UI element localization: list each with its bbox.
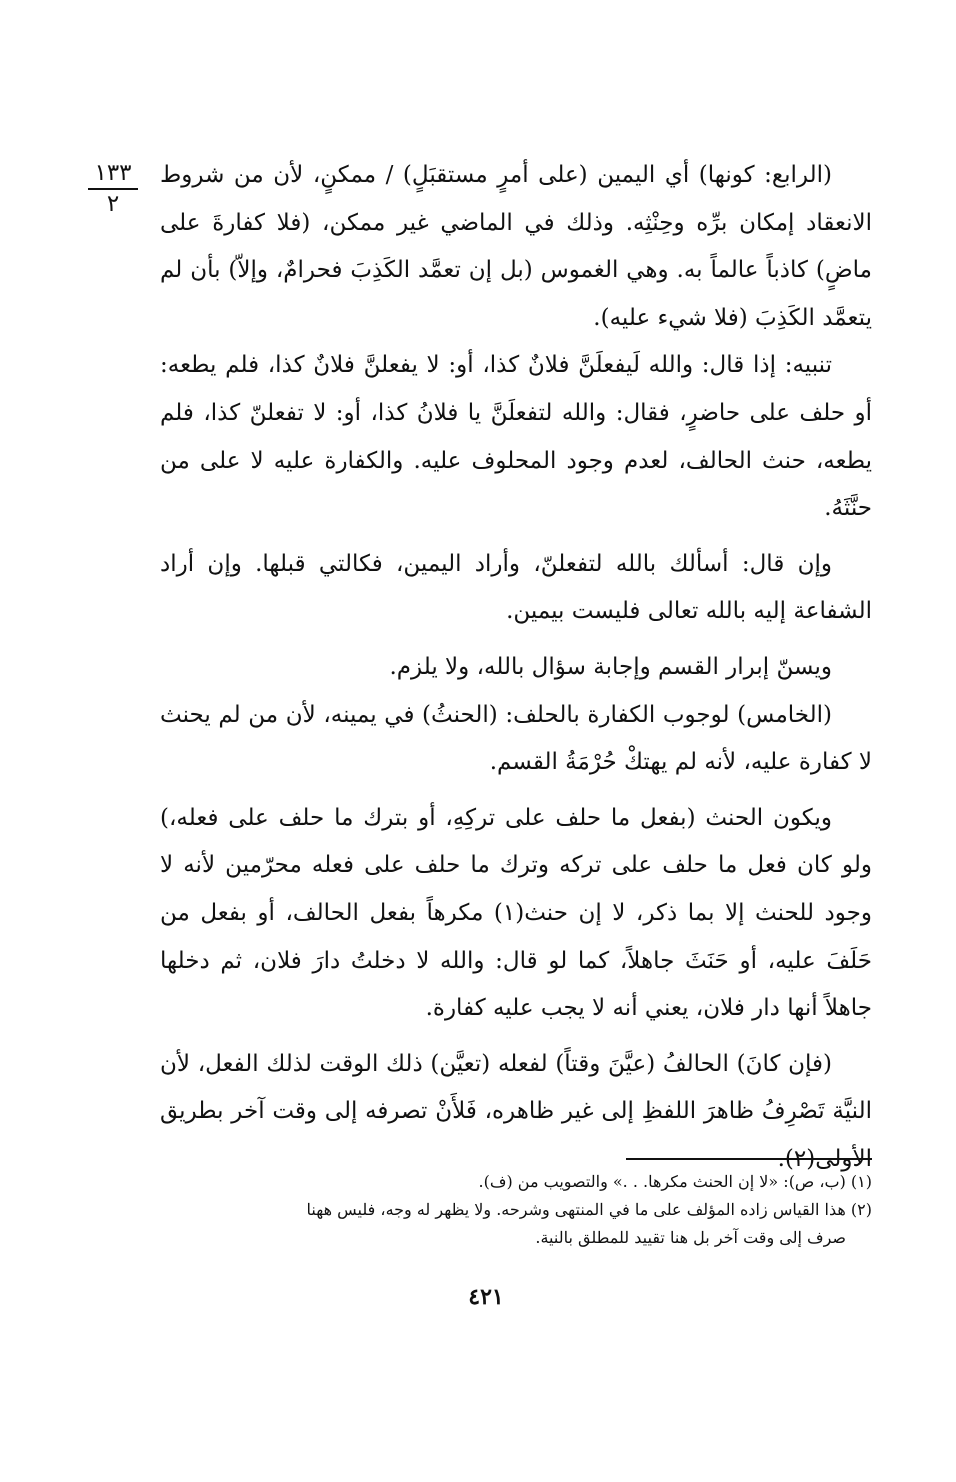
paragraph-fulfilling-oath: ويسنّ إبرار القسم وإجابة سؤال بالله، ولا يلزم. — [389, 653, 832, 680]
footnote-1: (١) (ب، ص): «لا إن الحنث مكرها. . .» والتصويب من (ف). — [478, 1172, 872, 1191]
margin-ref-denominator: ٢ — [106, 191, 120, 217]
margin-ref-numerator: ١٣٣ — [88, 160, 138, 190]
paragraph-fifth-condition: (الخامس) لوجوب الكفارة بالحلف: (الحنثُ) في يمينه، لأن من لم يحنث لا كفارة عليه، لأنه لم يهتكْ حُرْمَةُ القسم. — [160, 701, 872, 776]
margin-page-reference — [88, 160, 138, 217]
footnotes — [160, 1168, 872, 1252]
footnote-2-continuation: صرف إلى وقت آخر بل هنا تقييد للمطلق بالنية. — [535, 1228, 846, 1247]
paragraph-specified-time: (فإن كانَ) الحالفُ (عيَّنَ وقتاً) لفعله (تعيَّن) ذلك الوقت لذلك الفعل، لأن النيَّة تَصْرِفُ ظاهرَ اللفظِ إلى غير ظاهره، فَلأَنْ تصرفه إلى وقت آخر بطريق الأولى(٢). — [160, 1050, 872, 1172]
page-number: ٤٢١ — [468, 1284, 504, 1310]
main-text — [160, 152, 872, 1183]
footnote-divider — [626, 1158, 872, 1160]
paragraph-asking-by-god: وإن قال: أسألك بالله لتفعلنّ، وأراد اليمين، فكالتي قبلها. وإن أراد الشفاعة إليه بالله تعالى فليست بيمين. — [160, 550, 872, 625]
paragraph-fourth-condition: (الرابع: كونها) أي اليمين (على أمرٍ مستقبَلٍ) / ممكنٍ، لأن من شروط الانعقاد إمكان برِّه وحِنْثِه. وذلك في الماضي غير ممكن، (فلا كفارةَ على ماضٍ) كاذباً عالماً به. وهي الغموس (بل إن تعمَّد الكَذِبَ فحرامٌ، وإلاّ) بأن لم يتعمَّد الكَذِبَ (فلا شيء عليه). — [160, 162, 872, 331]
footnote-2: (٢) هذا القياس زاده المؤلف على ما في المنتهى وشرحه. ولا يظهر له وجه، فليس ههنا — [306, 1200, 872, 1219]
paragraph-notice: تنبيه: إذا قال: والله لَيفعلَنَّ فلانٌ كذا، أو: لا يفعلنَّ فلانٌ كذا، فلم يطعه: أو حلف على حاضرٍ، فقال: والله لتفعلَنَّ يا فلانُ كذا، أو: لا تفعلنّ كذا، فلم يطعه، حنث الحالف، لعدم وجود المحلوف عليه. والكفارة عليه لا على من حنَّثَهُ. — [160, 352, 872, 522]
paragraph-breaking-oath: ويكون الحنث (بفعل ما حلف على تركِهِ، أو بترك ما حلف على فعله،) ولو كان فعل ما حلف على تركه وترك ما حلف على فعله محرّمين لأنه لا وجود للحنث إلا بما ذكر، لا إن حنث(١) مكرهاً بفعل الحالف، أو بفعل من حَلَفَ عليه، أو حَنَثَ جاهلاً، كما لو قال: والله لا دخلتُ دارَ فلان، ثم دخلها جاهلاً أنها دار فلان، يعني أنه لا يجب عليه كفارة. — [160, 804, 872, 1022]
